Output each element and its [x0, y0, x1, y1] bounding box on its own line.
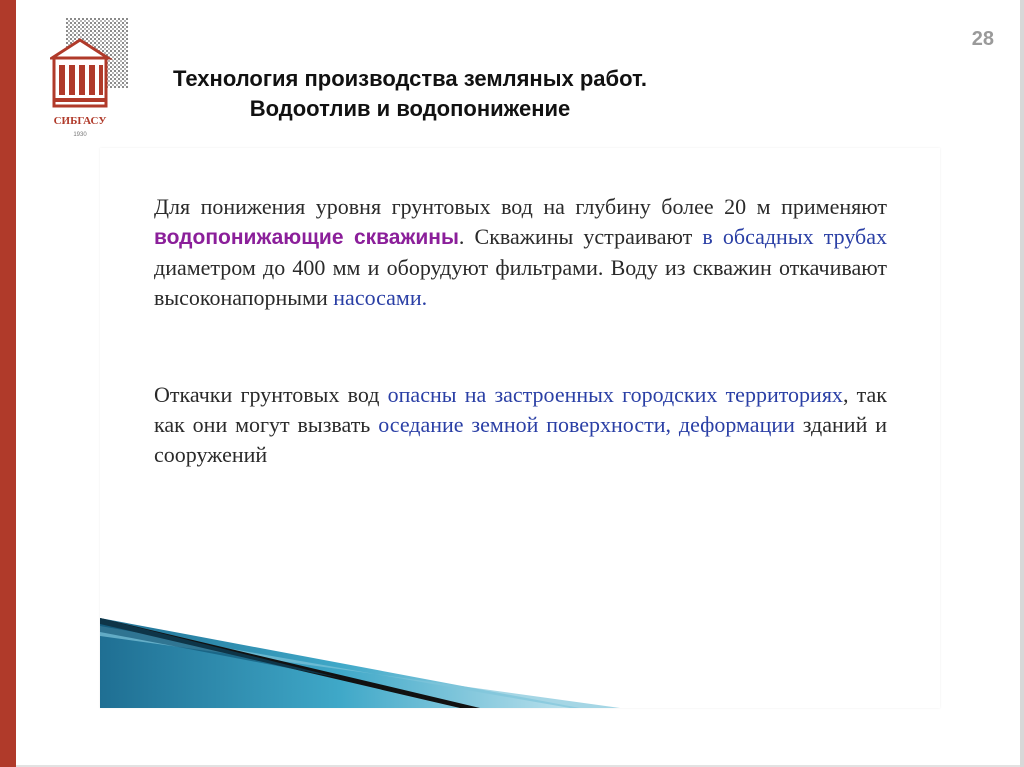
- paragraph-dangers: [154, 380, 887, 470]
- p2-text-2: , так как они могут вызвать: [154, 382, 887, 437]
- decorative-swoosh: [100, 618, 940, 708]
- p2-highlight-danger: опасны на застроенных городских территориях: [387, 382, 843, 407]
- p1-highlight-wells: водопонижающие скважины: [154, 226, 459, 249]
- right-edge-bar: [1020, 0, 1024, 767]
- page-number: 28: [971, 28, 994, 50]
- logo-year: 1930: [73, 132, 87, 138]
- p1-highlight-casing: в обсадных трубах: [702, 224, 888, 249]
- p2-text-3: зданий и сооружений: [154, 412, 887, 467]
- logo-text: СИБГАСУ: [53, 115, 107, 127]
- title-line-2: Водоотлив и водопонижение: [249, 96, 571, 121]
- left-accent-bar: [0, 0, 16, 767]
- content-panel: [100, 148, 940, 708]
- p2-text-1: Откачки грунтовых вод: [154, 382, 388, 407]
- university-logo: [50, 18, 130, 143]
- p2-highlight-subsidence: оседание земной поверхности, деформации: [378, 412, 795, 437]
- title-line-1: Технология производства земляных работ.: [173, 66, 647, 91]
- p1-text-3: диаметром до 400 мм и оборудуют фильтрами. Воду из скважин откачивают высоконапорными: [154, 255, 887, 310]
- paragraph-wells: [154, 192, 887, 313]
- p1-text-1: Для понижения уровня грунтовых вод на глубину более 20 м применяют: [154, 194, 887, 219]
- p1-text-2: . Скважины устраивают: [458, 224, 703, 249]
- p1-highlight-pumps: насосами.: [333, 285, 428, 310]
- slide-title: [150, 64, 670, 124]
